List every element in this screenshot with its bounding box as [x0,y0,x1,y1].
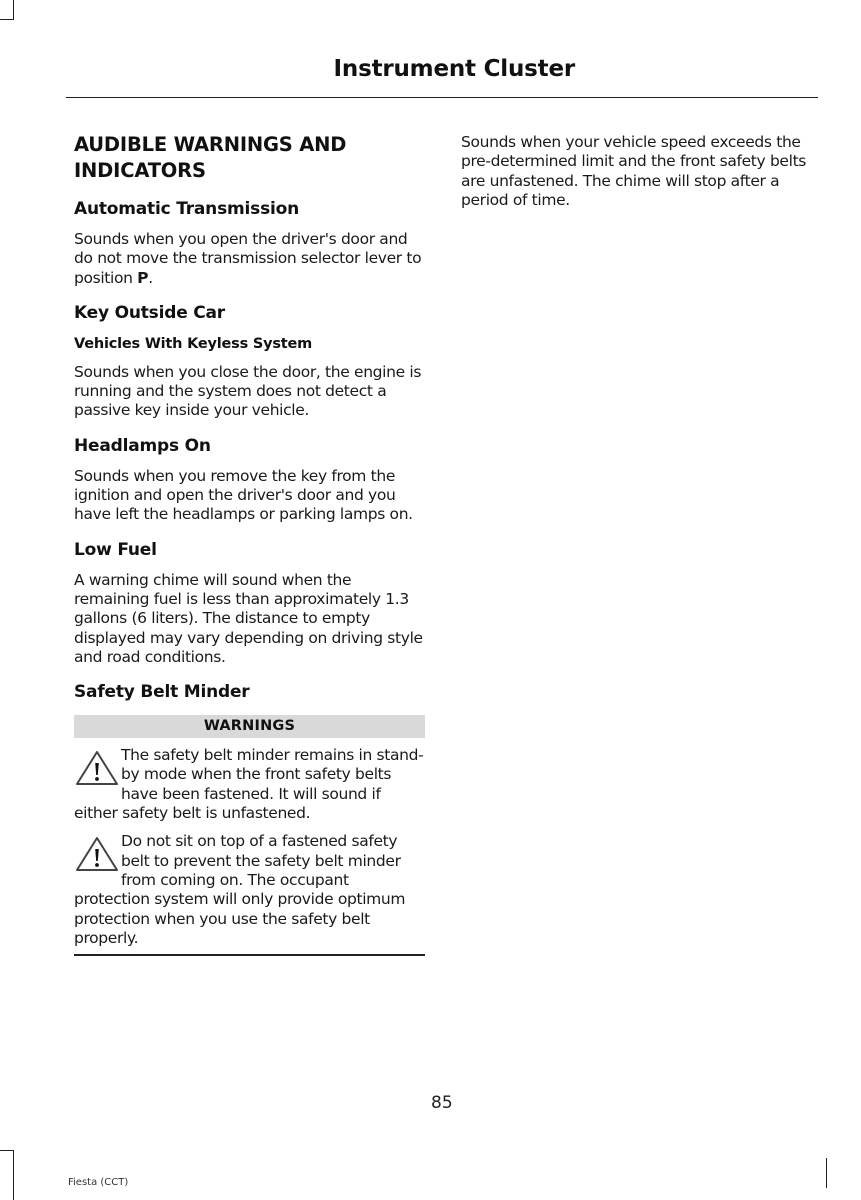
heading-headlamps-on: Headlamps On [74,435,211,456]
right-column [461,133,817,224]
warning-triangle-icon [74,748,121,788]
section-title: AUDIBLE WARNINGS AND INDICATORS [74,133,347,182]
page-number: 85 [431,1093,453,1113]
header-rule [66,97,818,98]
subheading-keyless-system: Vehicles With Keyless System [74,335,313,352]
crop-mark-bottom-right-v [826,1158,827,1188]
headlamps-text: Sounds when you remove the key from the ignition and open the driver's door and you have left the headlamps or parking lamps on. [74,466,413,524]
heading-safety-belt-minder: Safety Belt Minder [74,682,250,703]
crop-mark-top-left-h [0,19,14,20]
low-fuel-text: A warning chime will sound when the remaining fuel is less than approximately 1.3 gallons (6 liters). The distance to empty displayed may vary depending on driving style and road conditions. [74,570,423,666]
crop-mark-bottom-left-v [13,1150,14,1200]
warning-triangle-icon [74,834,121,874]
crop-mark-bottom-left-h [0,1150,14,1151]
warning-item-1: The safety belt minder remains in stand-by mode when the front safety belts have been fastened. It will sound if either safety belt is unfastened. [74,746,424,823]
heading-low-fuel: Low Fuel [74,539,157,560]
page-header-title: Instrument Cluster [333,56,575,82]
key-outside-text: Sounds when you close the door, the engine is running and the system does not detect a passive key inside your vehicle. [74,362,422,420]
warning-item-2: Do not sit on top of a fastened safety belt to prevent the safety belt minder from coming on. The occupant protection system will only provide optimum protection when you use the safety belt properly. [74,832,406,947]
safety-belt-speed-text: Sounds when your vehicle speed exceeds the pre-determined limit and the front safety belts are unfastened. The chime will stop after a period of time. [461,133,807,209]
crop-mark-top-left-v [13,0,14,20]
warnings-header: WARNINGS [74,715,425,738]
heading-automatic-transmission: Automatic Transmission [74,199,299,219]
automatic-transmission-text: Sounds when you open the driver's door and do not move the transmission selector lever to position P. [74,230,422,287]
left-column [74,132,426,956]
warnings-bottom-rule [74,954,425,956]
warnings-box [74,715,425,956]
position-p: P [137,268,149,287]
heading-key-outside-car: Key Outside Car [74,302,225,323]
footer-model: Fiesta (CCT) [68,1177,129,1188]
